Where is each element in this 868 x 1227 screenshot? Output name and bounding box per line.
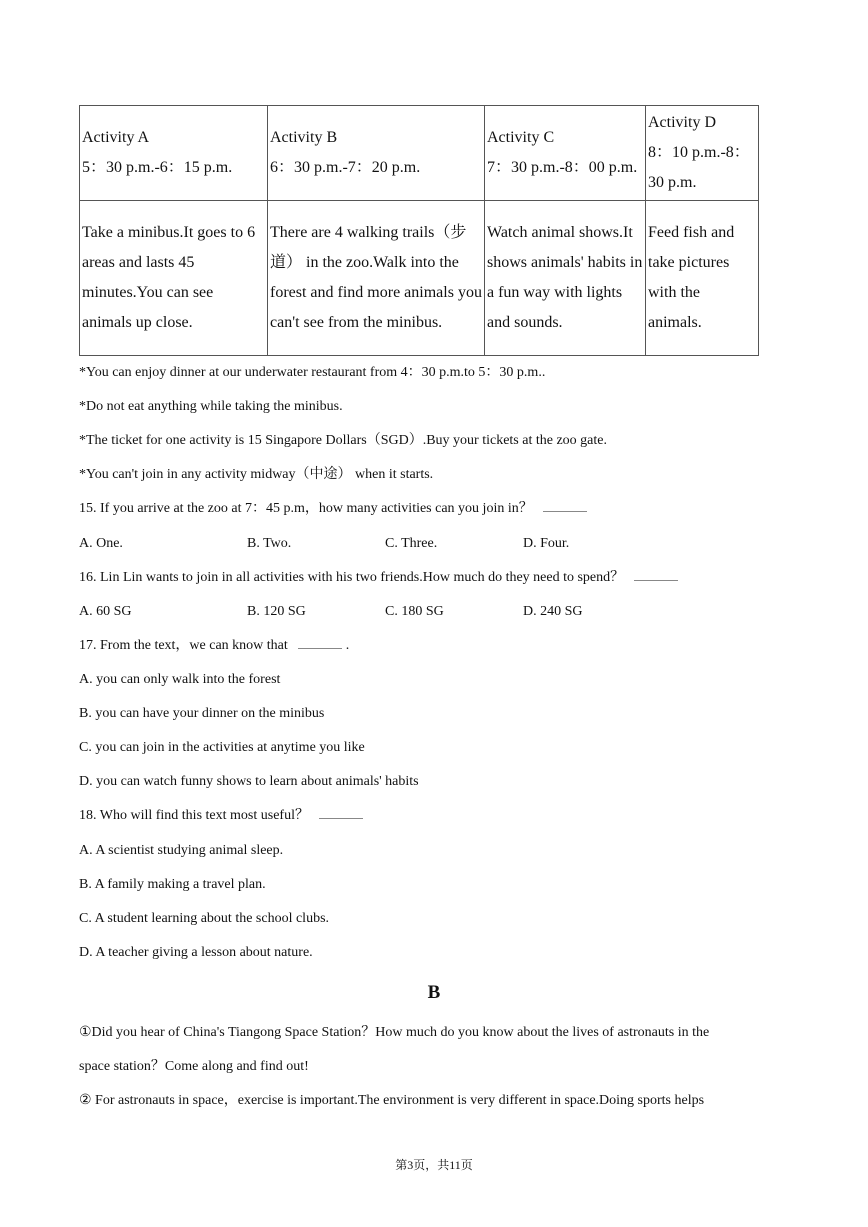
q18-option-c: C. A student learning about the school clubs.	[79, 911, 330, 926]
activity-b-header-cell	[268, 106, 485, 201]
answer-blank	[634, 579, 678, 581]
q15-option-a: A. One.	[79, 536, 123, 551]
q16-option-a: A. 60 SG	[79, 604, 132, 619]
activity-c-name: Activity C	[487, 129, 555, 146]
answer-blank	[543, 510, 587, 512]
activity-a-description: Take a minibus.It goes to 6 areas and lasts 45 minutes.You can see animals up close.	[82, 224, 256, 331]
activity-d-name: Activity D	[648, 114, 716, 131]
q16-option-b: B. 120 SG	[247, 604, 306, 619]
activity-c-header-cell	[485, 106, 646, 201]
question-17-stem: 17. From the text，we can know that	[79, 638, 288, 653]
question-16	[79, 569, 678, 587]
activity-b-description-cell	[268, 201, 485, 356]
question-17	[79, 637, 349, 655]
q16-option-d: D. 240 SG	[523, 604, 583, 619]
section-b-line-2: space station？Come along and find out!	[79, 1059, 309, 1074]
activity-d-time-part-1: 8：10 p.m.-8：	[648, 144, 750, 161]
note-no-midway: *You can't join in any activity midway（中途） when it starts.	[79, 467, 434, 482]
activity-d-description-cell	[646, 201, 759, 356]
question-15-stem: 15. If you arrive at the zoo at 7：45 p.m，how many activities can you join in？	[79, 501, 533, 516]
q17-option-d: D. you can watch funny shows to learn about animals' habits	[79, 774, 419, 789]
section-b-heading: B	[427, 982, 441, 1003]
schedule-description-row	[80, 201, 759, 356]
q17-option-a: A. you can only walk into the forest	[79, 672, 281, 687]
q18-option-a: A. A scientist studying animal sleep.	[79, 843, 284, 858]
q17-option-c: C. you can join in the activities at anytime you like	[79, 740, 365, 755]
q15-option-d: D. Four.	[523, 536, 570, 551]
q15-option-c: C. Three.	[385, 536, 438, 551]
activity-d-description: Feed fish and take pictures with the animals.	[648, 224, 735, 331]
note-dinner: *You can enjoy dinner at our underwater restaurant from 4：30 p.m.to 5：30 p.m..	[79, 365, 546, 380]
activity-d-time-part-2: 30 p.m.	[648, 174, 697, 191]
activity-schedule-table	[79, 105, 759, 356]
question-18-stem: 18. Who will find this text most useful？	[79, 808, 309, 823]
q15-option-b: B. Two.	[247, 536, 292, 551]
activity-c-description-cell	[485, 201, 646, 356]
question-16-stem: 16. Lin Lin wants to join in all activities with his two friends.How much do they need to spend？	[79, 570, 625, 585]
page-number-footer: 第3页，共11页	[395, 1158, 473, 1172]
activity-c-time: 7：30 p.m.-8：00 p.m.	[487, 159, 638, 176]
activity-a-description-cell	[80, 201, 268, 356]
q18-option-d: D. A teacher giving a lesson about nature.	[79, 945, 313, 960]
activity-a-time: 5：30 p.m.-6：15 p.m.	[82, 159, 233, 176]
section-b-line-1: ①Did you hear of China's Tiangong Space Station？How much do you know about the lives of astronauts in the	[79, 1025, 710, 1040]
q18-option-b: B. A family making a travel plan.	[79, 877, 266, 892]
activity-c-description: Watch animal shows.It shows animals' habits in a fun way with lights and sounds.	[487, 224, 643, 331]
activity-b-description: There are 4 walking trails（步道） in the zoo.Walk into the forest and find more animals you can't see from the minibus.	[270, 224, 482, 331]
note-no-eating: *Do not eat anything while taking the minibus.	[79, 399, 343, 414]
question-15	[79, 500, 587, 518]
section-b-line-3: ② For astronauts in space，exercise is important.The environment is very different in space.Doing sports helps	[79, 1093, 705, 1108]
activity-a-name: Activity A	[82, 129, 150, 146]
answer-blank	[319, 817, 363, 819]
q16-option-c: C. 180 SG	[385, 604, 444, 619]
activity-b-time: 6：30 p.m.-7：20 p.m.	[270, 159, 421, 176]
q17-option-b: B. you can have your dinner on the minibus	[79, 706, 325, 721]
activity-a-header-cell	[80, 106, 268, 201]
activity-b-name: Activity B	[270, 129, 338, 146]
schedule-header-row	[80, 106, 759, 201]
note-ticket-price: *The ticket for one activity is 15 Singapore Dollars（SGD）.Buy your tickets at the zoo gate.	[79, 433, 607, 448]
question-17-stem-end: .	[345, 638, 350, 653]
answer-blank	[298, 647, 342, 649]
question-18	[79, 807, 363, 825]
activity-d-header-cell	[646, 106, 759, 201]
